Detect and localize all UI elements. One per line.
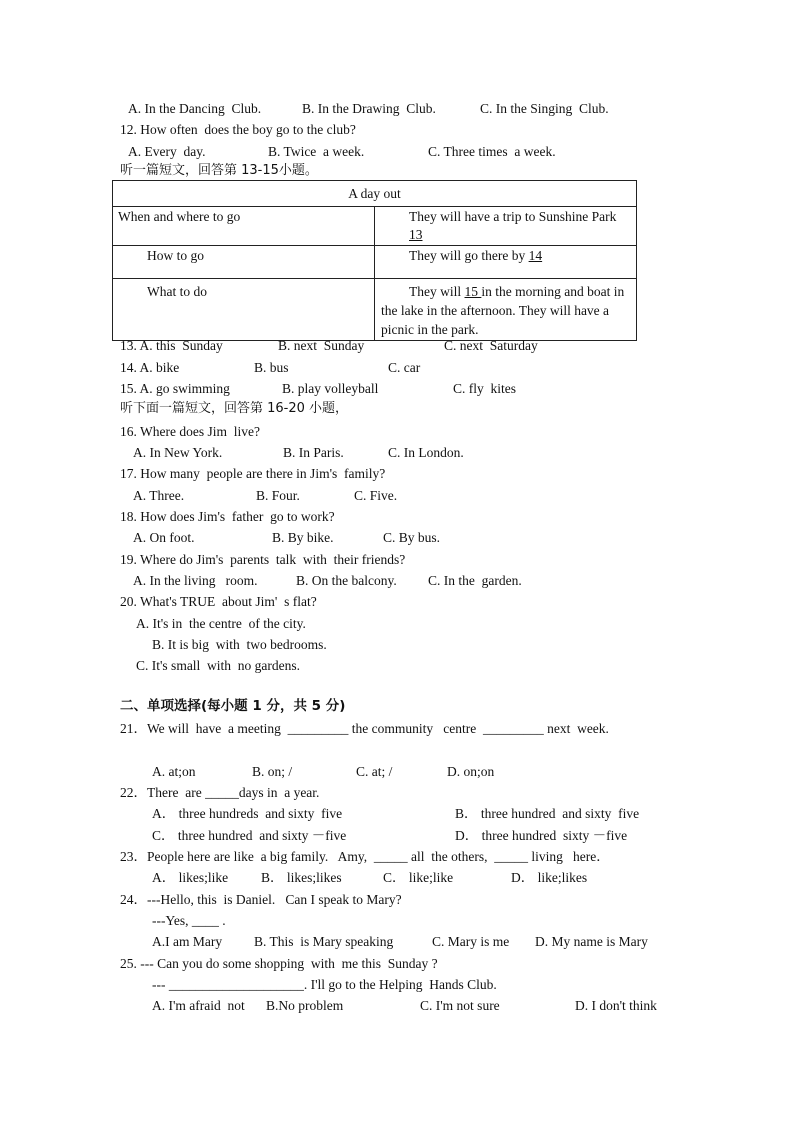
q19-option-c: C. In the garden. bbox=[428, 573, 522, 588]
q25-option-a: A. I'm afraid not bbox=[152, 998, 245, 1013]
q19-stem: 19. Where do Jim's parents talk with their friends? bbox=[120, 552, 406, 567]
table-row-label: What to do bbox=[113, 279, 375, 341]
q23-option-b: B． likes;likes bbox=[261, 870, 342, 885]
q21-option-c: C. at; / bbox=[356, 764, 393, 779]
q11-option-b: B. In the Drawing Club. bbox=[302, 101, 436, 116]
q23-option-a: A． likes;like bbox=[152, 870, 229, 885]
q22-option-a: A． three hundreds and sixty five bbox=[152, 806, 343, 821]
q14-stem: 14. A. bike bbox=[120, 360, 180, 375]
q13-option-b: B. next Sunday bbox=[278, 338, 365, 353]
q17-option-b: B. Four. bbox=[256, 488, 300, 503]
q25-option-b: B.No problem bbox=[266, 998, 344, 1013]
q18-stem: 18. How does Jim's father go to work? bbox=[120, 509, 335, 524]
blank-15: 15 bbox=[464, 284, 482, 299]
q14-option-b: B. bus bbox=[254, 360, 289, 375]
q19-option-a: A. In the living room. bbox=[133, 573, 258, 588]
q25-option-d: D. I don't think bbox=[575, 998, 657, 1013]
q24-option-a: A.I am Mary bbox=[152, 934, 223, 949]
q21-stem: 21．We will have a meeting _________ the community centre _________ next week. bbox=[120, 721, 609, 736]
q20-option-a: A. It's in the centre of the city. bbox=[136, 616, 306, 631]
table-row-label: How to go bbox=[113, 246, 375, 279]
q18-option-c: C. By bus. bbox=[383, 530, 441, 545]
section2-heading: 二、单项选择(每小题 1 分，共 5 分) bbox=[120, 698, 346, 714]
q21-option-d: D. on;on bbox=[447, 764, 495, 779]
table-row-label: When and where to go bbox=[113, 207, 375, 246]
q24-option-c: C. Mary is me bbox=[432, 934, 510, 949]
q25-stem: 25. --- Can you do some shopping with me this Sunday ? bbox=[120, 956, 438, 971]
table-row-content: They will 15 in the morning and boat in the lake in the afternoon. They will have a picnic in the park. bbox=[375, 279, 637, 341]
q14-option-c: C. car bbox=[388, 360, 421, 375]
q23-option-d: D． like;likes bbox=[511, 870, 588, 885]
section-13-15-heading: 听一篇短文，回答第 13-15小题。 bbox=[120, 163, 318, 178]
table-title: A day out bbox=[113, 181, 637, 207]
q22-stem: 22．There are _____days in a year. bbox=[120, 785, 320, 800]
day-out-table bbox=[112, 180, 637, 341]
q17-stem: 17. How many people are there in Jim's family? bbox=[120, 466, 386, 481]
q13-option-c: C. next Saturday bbox=[444, 338, 538, 353]
q25-option-c: C. I'm not sure bbox=[420, 998, 500, 1013]
blank-13: 13 bbox=[409, 227, 423, 242]
q23-option-c: C． like;like bbox=[383, 870, 454, 885]
q16-option-c: C. In London. bbox=[388, 445, 464, 460]
q24-reply: ---Yes, ____ . bbox=[152, 913, 226, 928]
q13-stem: 13. A. this Sunday bbox=[120, 338, 223, 353]
blank-14: 14 bbox=[528, 248, 543, 263]
q24-stem: 24．---Hello, this is Daniel. Can I speak to Mary? bbox=[120, 892, 402, 907]
q21-option-b: B. on; / bbox=[252, 764, 293, 779]
table-row-content: They will go there by 14 bbox=[375, 246, 637, 279]
q16-option-a: A. In New York. bbox=[133, 445, 223, 460]
q24-option-d: D. My name is Mary bbox=[535, 934, 648, 949]
q11-option-c: C. In the Singing Club. bbox=[480, 101, 609, 116]
q17-option-a: A. Three. bbox=[133, 488, 185, 503]
q20-option-b: B. It is big with two bedrooms. bbox=[152, 637, 327, 652]
q22-option-c: C． three hundred and sixty －five bbox=[152, 828, 347, 843]
table-row-content: They will have a trip to Sunshine Park 13 bbox=[375, 207, 637, 246]
q18-option-b: B. By bike. bbox=[272, 530, 334, 545]
q15-option-b: B. play volleyball bbox=[282, 381, 379, 396]
q20-stem: 20. What's TRUE about Jim' s flat? bbox=[120, 594, 317, 609]
q15-stem: 15. A. go swimming bbox=[120, 381, 230, 396]
q22-option-d: D． three hundred sixty －five bbox=[455, 828, 628, 843]
q23-stem: 23．People here are like a big family. Amy, _____ all the others, _____ living here． bbox=[120, 849, 610, 864]
q12-stem: 12. How often does the boy go to the club? bbox=[120, 122, 356, 137]
q25-reply: --- ____________________. I'll go to the Helping Hands Club. bbox=[152, 977, 497, 992]
q12-option-b: B. Twice a week. bbox=[268, 144, 365, 159]
q21-option-a: A. at;on bbox=[152, 764, 196, 779]
q12-option-a: A. Every day. bbox=[128, 144, 206, 159]
q11-option-a: A. In the Dancing Club. bbox=[128, 101, 262, 116]
section-16-20-heading: 听下面一篇短文，回答第 16-20 小题， bbox=[120, 401, 349, 416]
q18-option-a: A. On foot. bbox=[133, 530, 195, 545]
q19-option-b: B. On the balcony. bbox=[296, 573, 397, 588]
q22-option-b: B． three hundred and sixty five bbox=[455, 806, 640, 821]
q24-option-b: B. This is Mary speaking bbox=[254, 934, 394, 949]
q17-option-c: C. Five. bbox=[354, 488, 398, 503]
q20-option-c: C. It's small with no gardens. bbox=[136, 658, 301, 673]
q16-option-b: B. In Paris. bbox=[283, 445, 344, 460]
q15-option-c: C. fly kites bbox=[453, 381, 516, 396]
q16-stem: 16. Where does Jim live? bbox=[120, 424, 260, 439]
q12-option-c: C. Three times a week. bbox=[428, 144, 556, 159]
